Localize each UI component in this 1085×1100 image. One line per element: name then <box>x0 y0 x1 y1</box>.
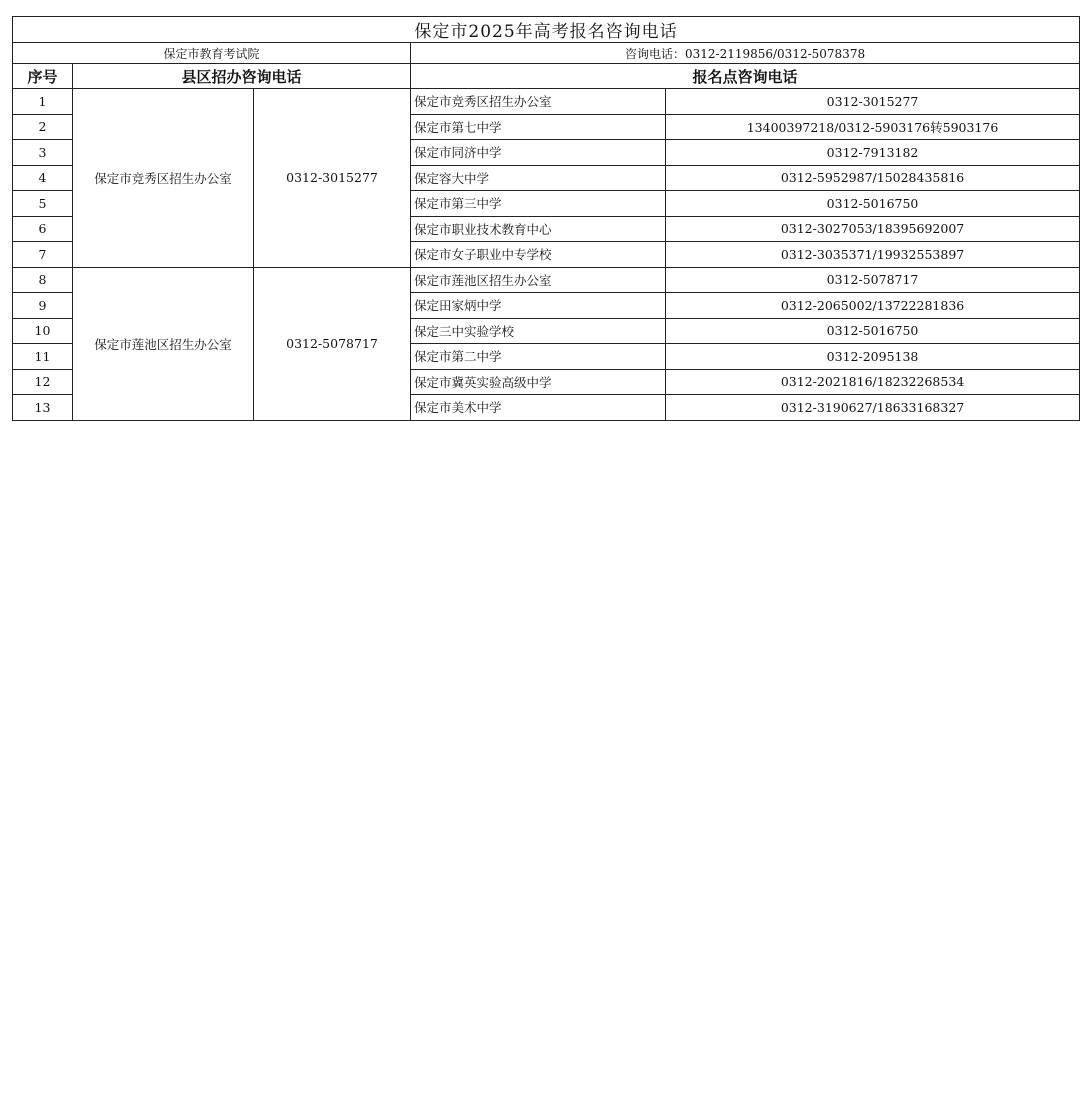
site-phone: 0312-3027053/18395692007 <box>666 216 1080 242</box>
site-name: 保定田家炳中学 <box>411 293 666 319</box>
site-name: 保定市第七中学 <box>411 114 666 140</box>
site-name: 保定容大中学 <box>411 165 666 191</box>
site-name: 保定市第二中学 <box>411 344 666 370</box>
header-district: 县区招办咨询电话 <box>73 64 411 89</box>
district-phone: 0312-5078717 <box>254 267 411 420</box>
site-name: 保定市竞秀区招生办公室 <box>411 89 666 115</box>
site-phone: 0312-3035371/19932553897 <box>666 242 1080 268</box>
site-name: 保定市第三中学 <box>411 191 666 217</box>
row-index: 12 <box>13 369 73 395</box>
site-name: 保定市女子职业中专学校 <box>411 242 666 268</box>
page-title: 保定市2025年高考报名咨询电话 <box>13 17 1080 43</box>
row-index: 1 <box>13 89 73 115</box>
site-phone: 0312-2021816/18232268534 <box>666 369 1080 395</box>
row-index: 10 <box>13 318 73 344</box>
row-index: 3 <box>13 140 73 166</box>
row-index: 8 <box>13 267 73 293</box>
row-index: 7 <box>13 242 73 268</box>
site-name: 保定市冀英实验高级中学 <box>411 369 666 395</box>
district-phone: 0312-3015277 <box>254 89 411 268</box>
header-index: 序号 <box>13 64 73 89</box>
row-index: 5 <box>13 191 73 217</box>
row-index: 13 <box>13 395 73 421</box>
table-row <box>13 267 1080 293</box>
row-index: 11 <box>13 344 73 370</box>
row-index: 6 <box>13 216 73 242</box>
row-index: 4 <box>13 165 73 191</box>
site-phone: 13400397218/0312-5903176转5903176 <box>666 114 1080 140</box>
site-name: 保定市莲池区招生办公室 <box>411 267 666 293</box>
site-name: 保定三中实验学校 <box>411 318 666 344</box>
site-phone: 0312-5016750 <box>666 318 1080 344</box>
site-phone: 0312-5078717 <box>666 267 1080 293</box>
site-phone: 0312-2095138 <box>666 344 1080 370</box>
site-phone: 0312-5016750 <box>666 191 1080 217</box>
contact-phones: 咨询电话：0312-2119856/0312-5078378 <box>411 43 1080 64</box>
site-phone: 0312-7913182 <box>666 140 1080 166</box>
site-phone: 0312-5952987/15028435816 <box>666 165 1080 191</box>
table-row <box>13 89 1080 115</box>
header-site: 报名点咨询电话 <box>411 64 1080 89</box>
site-name: 保定市职业技术教育中心 <box>411 216 666 242</box>
site-phone: 0312-3015277 <box>666 89 1080 115</box>
row-index: 2 <box>13 114 73 140</box>
site-name: 保定市同济中学 <box>411 140 666 166</box>
district-office: 保定市莲池区招生办公室 <box>73 267 254 420</box>
site-phone: 0312-3190627/18633168327 <box>666 395 1080 421</box>
row-index: 9 <box>13 293 73 319</box>
registration-table <box>12 16 1080 421</box>
site-name: 保定市美术中学 <box>411 395 666 421</box>
org-name: 保定市教育考试院 <box>13 43 411 64</box>
site-phone: 0312-2065002/13722281836 <box>666 293 1080 319</box>
district-office: 保定市竞秀区招生办公室 <box>73 89 254 268</box>
